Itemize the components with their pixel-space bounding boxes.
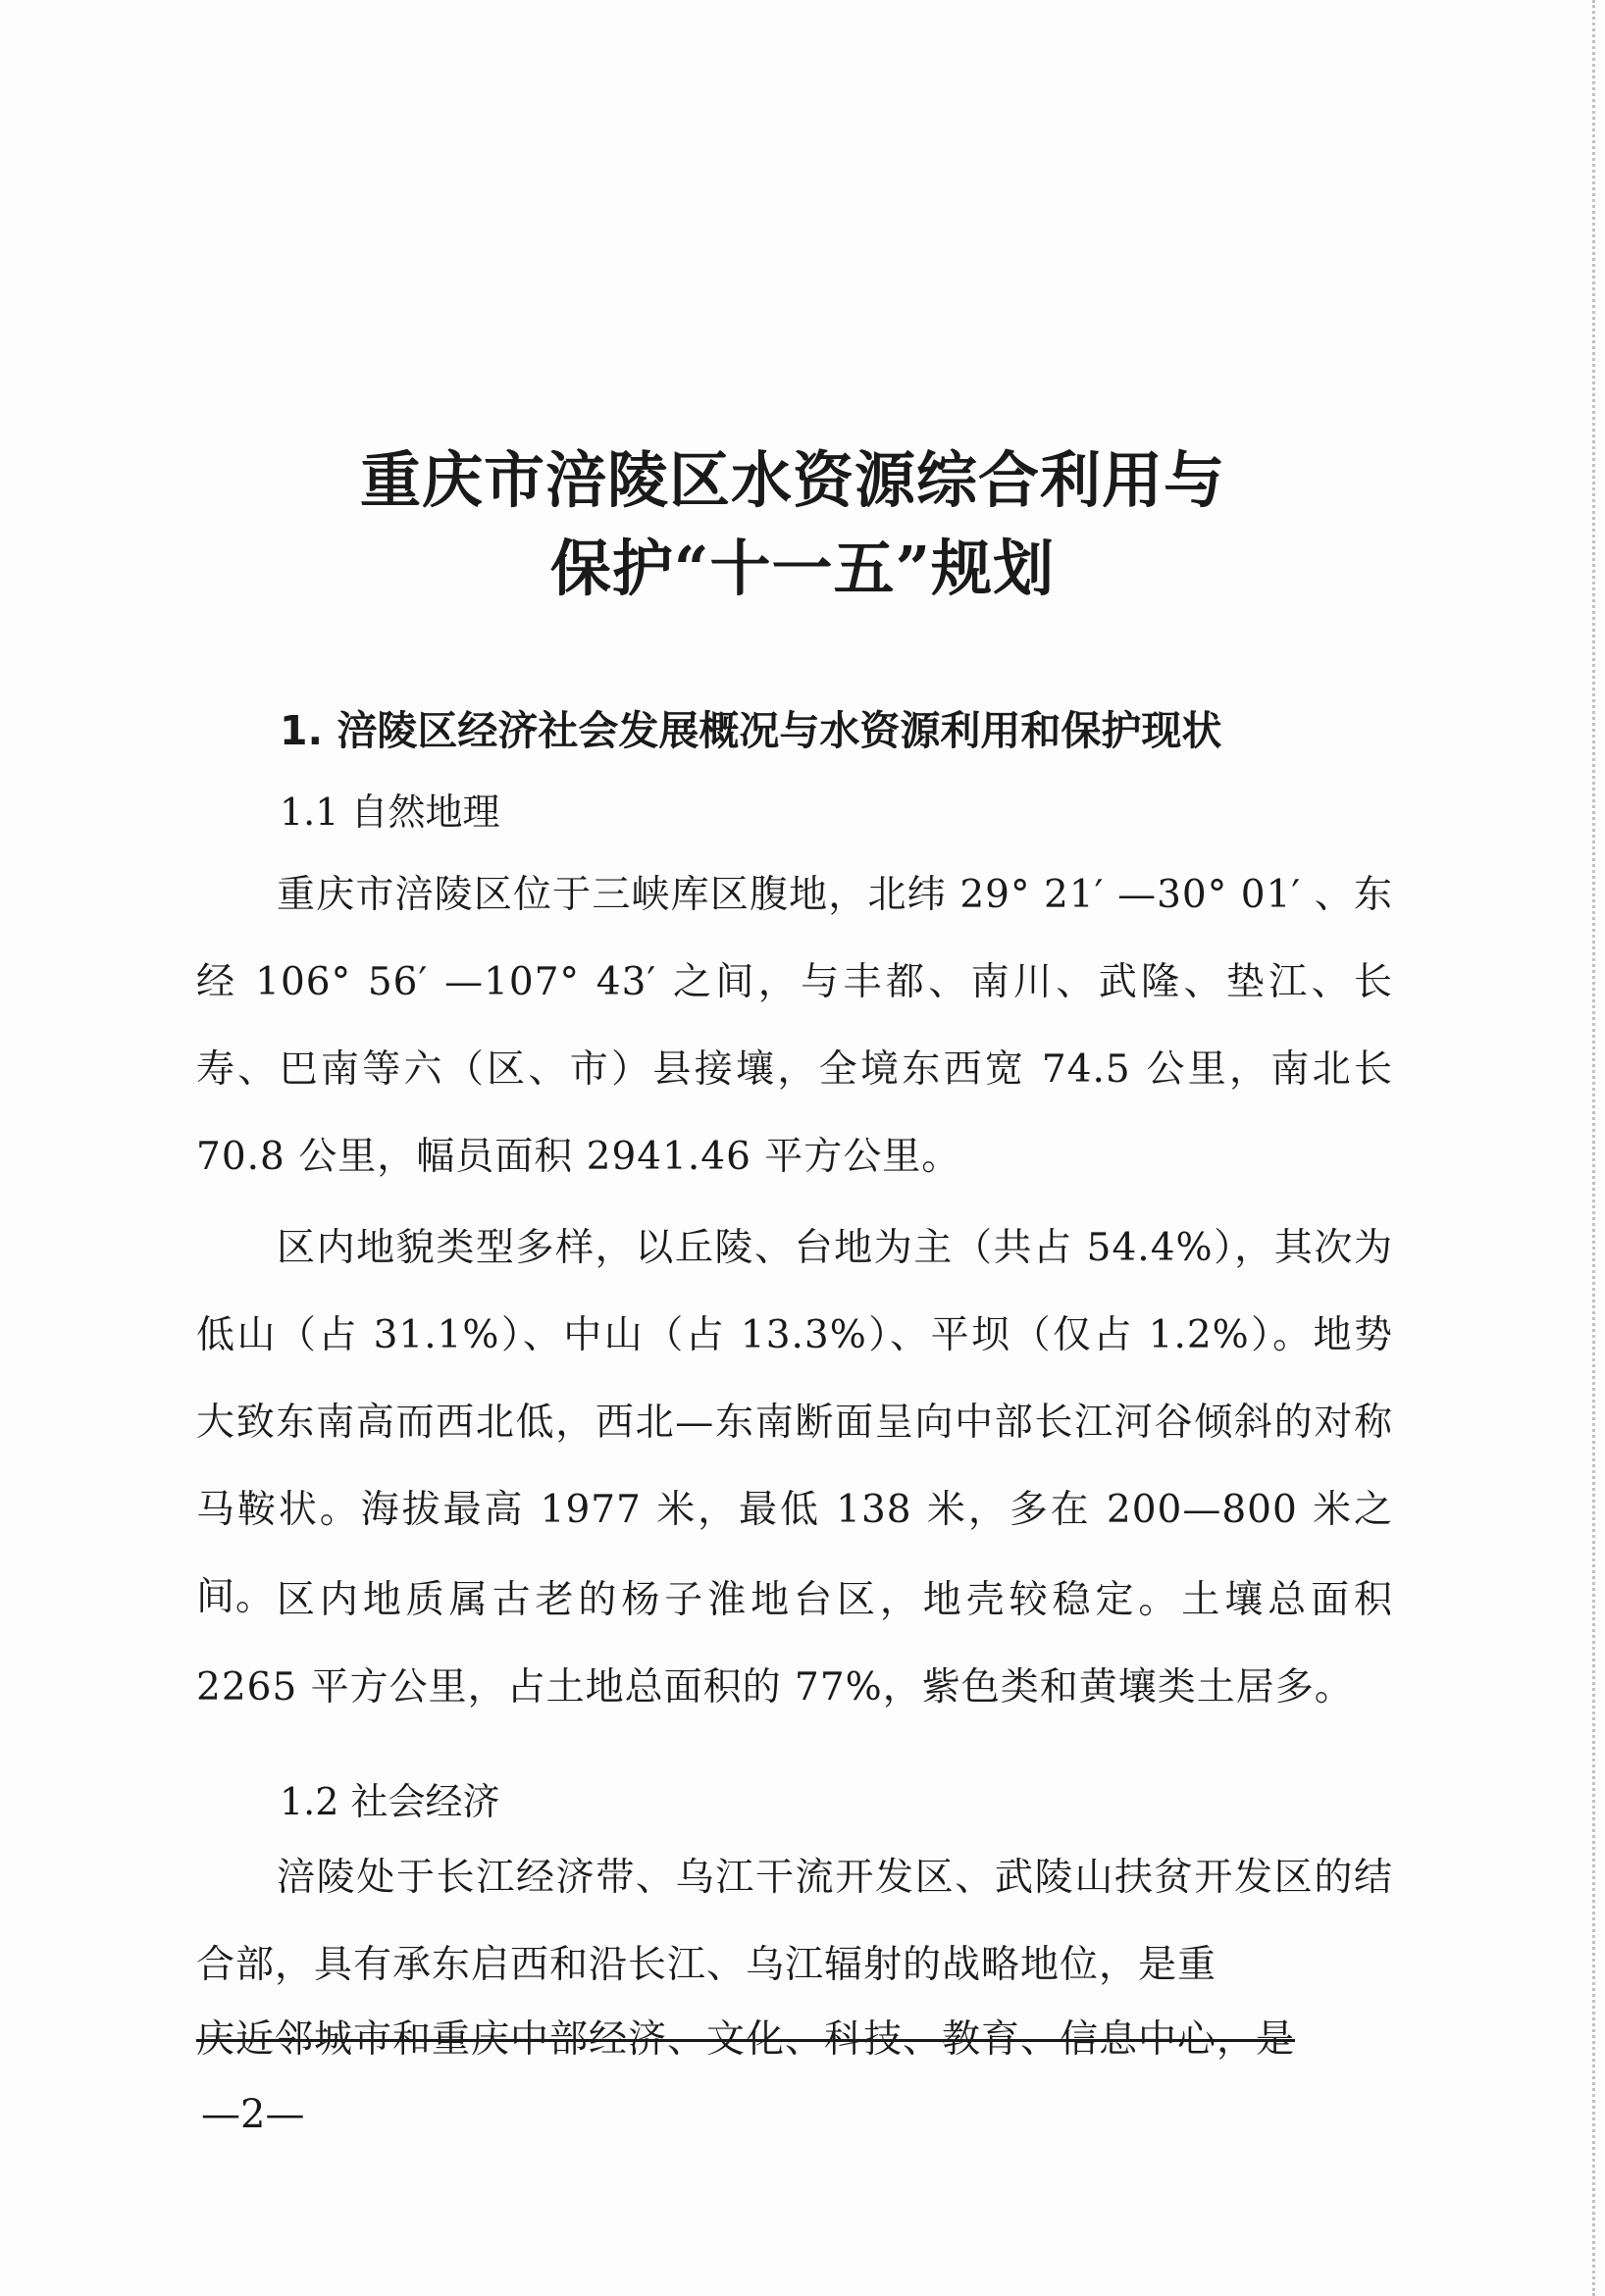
paragraph-landform: 区内地貌类型多样，以丘陵、台地为主（共占 54.4%），其次为低山（占 31.1%）、中山（占 13.3%）、平坝（仅占 1.2%）。地势大致东南高而西北低，西北—东南断面呈向中部长江河谷倾斜的对称马鞍状。海拔最高 1977 米，最低 138 米，多在 200—800 米之间。 xyxy=(196,1226,1393,1619)
document-title-line-1: 重庆市涪陵区水资源综合利用与 xyxy=(359,444,1225,516)
paragraph-geology-soil: 区内地质属古老的杨子淮地台区，地壳较稳定。土壤总面积 2265 平方公里，占土地总面积的 77%，紫色类和黄壤类土居多。 xyxy=(196,1578,1393,1709)
document-title-line-2: 保护“十一五”规划 xyxy=(549,533,1056,604)
subsection-1-1-heading: 1.1 自然地理 xyxy=(280,791,500,834)
subsection-1-2-heading: 1.2 社会经济 xyxy=(280,1780,500,1823)
paragraph-social-economy: 涪陵处于长江经济带、乌江干流开发区、武陵山扶贫开发区的结合部，具有承东启西和沿长江、乌江辐射的战略地位，是重 xyxy=(196,1856,1393,1987)
section-1-heading: 1. 涪陵区经济社会发展概况与水资源利用和保护现状 xyxy=(280,707,1222,754)
struck-through-line: 庆近邻城市和重庆中部经济、文化、科技、教育、信息中心，是 xyxy=(196,2017,1296,2062)
page-number: —2— xyxy=(201,2092,305,2137)
paragraph-social-economy-continued xyxy=(196,2013,1393,2067)
scan-edge-marks xyxy=(1586,0,1595,2296)
paragraph-natural-geography-location: 重庆市涪陵区位于三峡库区腹地，北纬 29° 21′ —30° 01′ 、东经 106° 56′ —107° 43′ 之间，与丰都、南川、武隆、垫江、长寿、巴南等六（区、市）县接壤，全境东西宽 74.5 公里，南北长 70.8 公里，幅员面积 2941.46 平方公里。 xyxy=(196,873,1393,1179)
